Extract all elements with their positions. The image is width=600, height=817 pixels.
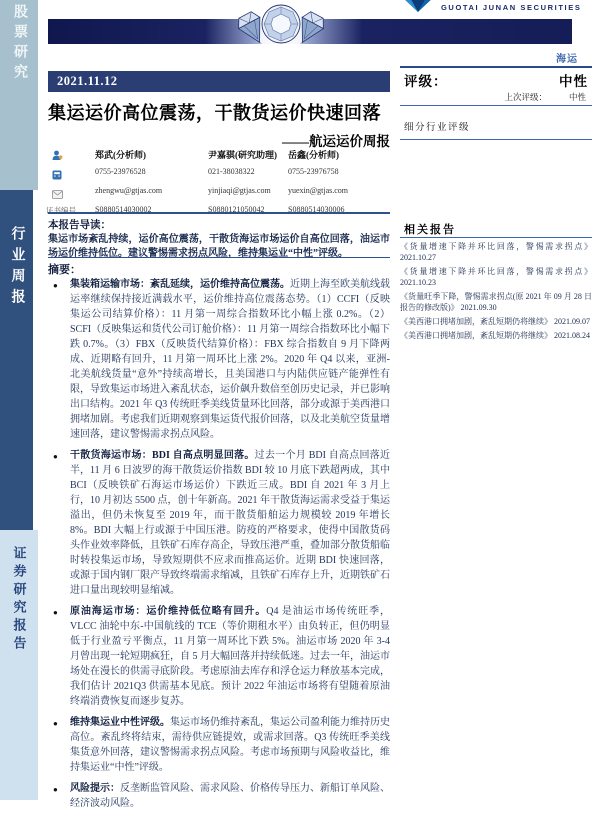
bullet-text: 近期上海至欧美航线载运率继续保持接近满载水平，运价维持高位震荡态势。（1）CCFI（反映集运公司结算价格）：11 月第一周综合指数环比小幅上涨 0.2%。（2）SCFI（反映集运和货代公司订舱价格）：11 月第一周综合指数环比小幅下跌 0.7%。（3）FBX（反映货代结算价格）：FBX 综合指数自 9 月下降两成、近期略有回升，11 月第一周环比上涨 2%。2020 年 Q4 以来，亚洲-北美航线货量“意外”持续高增长，且美国港口与内陆供应链产能弹性有限，导致集运市场进入紊乱状态，运价飙升数倍至创历史记录，并已影响出口结构。2021 年 Q3 传统旺季美线货量环比回落，部分或源于美西港口拥堵加剧。考虑我们近期观察到集运货代报价回落，以及北美航空货量增速回落，建议警惕需求拐点风险。 xyxy=(70,279,390,440)
sector-tag: 海运 xyxy=(556,54,578,65)
related-report-item xyxy=(400,330,592,341)
page-subtitle: ——航运运价周报 xyxy=(282,134,390,149)
divider xyxy=(400,105,592,106)
analyst-phone: 021-38038322 xyxy=(208,167,255,176)
previous-rating-row xyxy=(400,91,592,103)
bullet-drybulk-market xyxy=(48,448,390,598)
page-title: 集运运价高位震荡，干散货运价快速回落 xyxy=(48,103,381,123)
previous-rating-value: 中性 xyxy=(568,92,586,102)
report-title: 《美西港口拥堵加剧，紊乱短期仍将继续》 xyxy=(400,317,552,326)
divider xyxy=(400,237,592,238)
related-reports-list xyxy=(400,241,592,344)
analyst-email: yinjiaqi@gtjas.com xyxy=(208,186,271,195)
report-title: 《货量旺季下降，警惕需求拐点(原 2021 年 09 月 28 日报告的修改版)》 xyxy=(400,292,592,312)
related-report-item xyxy=(400,241,592,263)
phone-icon xyxy=(44,167,95,185)
sidebar-label: 股票研究 xyxy=(12,4,27,84)
divider xyxy=(400,139,592,140)
abstract-bullets xyxy=(48,277,390,817)
rating-label: 评级： xyxy=(404,74,448,89)
bullet-lead: 风险提示： xyxy=(70,783,120,794)
rating-column xyxy=(400,0,592,800)
guide-text: 集运市场紊乱持续，运价高位震荡，干散货海运市场运价自高位回落，油运市场运价维持低位。建议警惕需求拐点风险，维持集运业“中性”评级。 xyxy=(48,234,390,259)
report-date: 2021.10.27 xyxy=(400,253,436,262)
related-report-item xyxy=(400,291,592,313)
bullet-risk xyxy=(48,781,390,811)
report-title: 《货量增速下降并环比回落，警惕需求拐点》 xyxy=(400,267,592,276)
sidebar-section-industry-weekly xyxy=(0,190,33,530)
brand-wordmark: GUOTAI JUNAN SECURITIES xyxy=(441,3,582,12)
bullet-text: 过去一个月 BDI 自高点回落近半，11 月 6 日波罗的海干散货运价指数 BDI 较 10 月底下跌超两成，其中 BCI（反映铁矿石海运市场运价）下跌近三成。BDI 自 2021 年 3 月上行，10 月初达 5500 点，创十年新高。2021 年干散货海运需求受益于集运溢出，但仍未恢复至 2019 年，而干散货船舶运力规模较 2019 年增长 8%。BDI 大幅上行或源于中国压港。防疫的严格要求，使得中国散货码头作业效率降低，且铁矿石库存高企，导致压港严重，叠加部分散货船临时转投集运市场，导致短期供不应求而推高运价。近期 BDI 快速回落，或源于国内钢厂限产导致终端需求缩减，且铁矿石库存上升，近期铁矿石进口量出现较明显缩减。 xyxy=(70,450,390,596)
person-icon xyxy=(44,148,95,166)
sidebar-section-securities-report xyxy=(0,530,38,800)
related-report-item xyxy=(400,316,592,327)
report-title: 《货量增速下降并环比回落，警惕需求拐点》 xyxy=(400,242,592,251)
analyst-cert: S0880121050042 xyxy=(208,205,265,214)
report-date: 2021.08.24 xyxy=(554,331,590,340)
report-title: 《美西港口拥堵加剧，紊乱短期仍将继续》 xyxy=(400,331,552,340)
main-column xyxy=(46,0,390,809)
bullet-lead: 原油海运市场：运价维持低位略有回升。 xyxy=(70,606,267,617)
report-date: 2021.09.07 xyxy=(554,317,590,326)
report-date: 2021.10.23 xyxy=(400,278,436,287)
bullet-text: 反垄断监管风险、需求风险、价格传导压力、新船订单风险、经济波动风险。 xyxy=(70,783,390,809)
analyst-phone: 0755-23976758 xyxy=(288,167,339,176)
analyst-table xyxy=(44,148,390,216)
analyst-name: 尹嘉骐(研究助理) xyxy=(208,150,277,160)
analyst-cert: S0880514030002 xyxy=(95,205,152,214)
bullet-tanker-market xyxy=(48,604,390,709)
cert-number-label: 证书编号 xyxy=(46,206,76,215)
rating-value: 中性 xyxy=(559,74,588,89)
analyst-name: 岳鑫(分析师) xyxy=(288,150,339,160)
report-date: 2021.09.30 xyxy=(460,303,497,312)
bullet-rating xyxy=(48,715,390,775)
report-guide xyxy=(48,217,390,260)
bullet-lead: 干散货海运市场：BDI 自高点明显回落。 xyxy=(70,450,255,461)
related-reports-title: 相关报告 xyxy=(404,224,456,236)
bullet-lead: 集装箱运输市场：紊乱延续，运价维持高位震荡。 xyxy=(70,279,290,290)
sub-industry-rating-label: 细分行业评级 xyxy=(404,123,471,133)
report-date-bar: 2021.11.12 xyxy=(48,71,390,92)
analyst-email: zhengwu@gtjas.com xyxy=(95,186,163,195)
divider xyxy=(48,257,390,258)
abstract-label: 摘要： xyxy=(48,264,81,276)
analyst-email: yuexin@gtjas.com xyxy=(288,186,349,195)
sidebar-label: 行业周报 xyxy=(9,226,25,310)
related-report-item xyxy=(400,266,592,288)
mail-icon xyxy=(44,186,95,204)
divider xyxy=(400,66,592,68)
sidebar-label: 证券研究报告 xyxy=(11,546,27,654)
analyst-phone: 0755-23976528 xyxy=(95,167,146,176)
analyst-cert: S0880514030006 xyxy=(288,205,345,214)
previous-rating-label: 上次评级： xyxy=(504,92,547,102)
bullet-lead: 维持集运业中性评级。 xyxy=(70,717,170,728)
bullet-text: Q4 是油运市场传统旺季，VLCC 油轮中东-中国航线的 TCE（等价期租水平）由负转正，但仍明显低于行业盈亏平衡点，11 月第一周环比下跌 5%。油运市场 2020 年 3-4 月曾出现一轮短期疯狂，自 5 月大幅回落并持续低迷。过去一年，油运市场处在漫长的供需寻底阶段。考虑原油去库存和浮仓运力释放基本完成，我们估计 2021Q3 供需基本见底。预计 2022 年油运市场将有望随着原油终端消费恢复而逐步复苏。 xyxy=(70,606,390,707)
divider xyxy=(48,212,390,214)
analyst-name: 郑武(分析师) xyxy=(95,150,146,160)
rating-row xyxy=(400,70,592,90)
bullet-container-market xyxy=(48,277,390,442)
guide-label: 本报告导读： xyxy=(48,220,111,231)
bullet-text: 集运市场仍维持紊乱，集运公司盈利能力维持历史高位。紊乱终将结束，需待供应链提效，或需求回落。Q3 传统旺季美线集货意外回落，建议警惕需求拐点风险。考虑市场预期与风险收益比，维持集运业“中性”评级。 xyxy=(70,717,390,773)
sidebar-section-stock-research xyxy=(0,0,38,190)
